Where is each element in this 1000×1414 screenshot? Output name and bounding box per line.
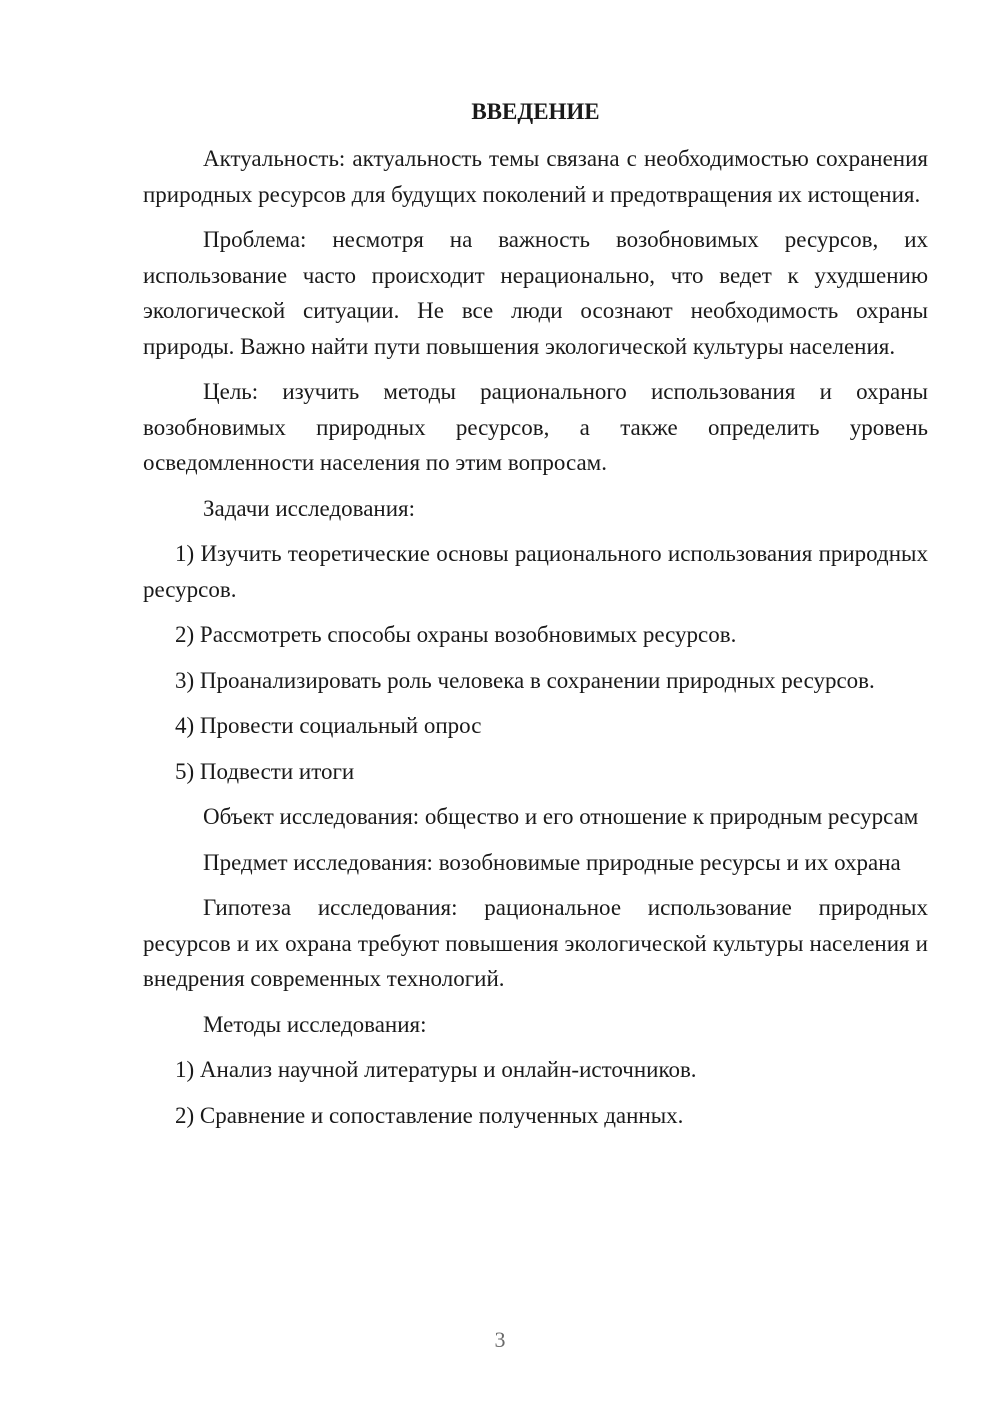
method-item: 1) Анализ научной литературы и онлайн-источников.	[175, 1057, 697, 1082]
methods-heading: Методы исследования:	[203, 1011, 427, 1037]
method-item: 2) Сравнение и сопоставление полученных данных.	[175, 1102, 684, 1128]
goal-paragraph: Цель: изучить методы рационального использования и охраны возобновимых природных ресурсов, а также определить уровень осведомленности населения по этим вопросам.	[143, 379, 928, 475]
tasks-heading: Задачи исследования:	[203, 495, 416, 521]
task-item: 5) Подвести итоги	[175, 758, 355, 784]
object-paragraph: Объект исследования: общество и его отношение к природным ресурсам	[203, 804, 919, 829]
page-title: ВВЕДЕНИЕ	[471, 99, 600, 124]
page-content	[143, 94, 928, 1143]
relevance-paragraph: Актуальность: актуальность темы связана с необходимостью сохранения природных ресурсов для будущих поколений и предотвращения их истощения.	[143, 146, 928, 207]
problem-paragraph: Проблема: несмотря на важность возобновимых ресурсов, их использование часто происходит нерационально, что ведет к ухудшению экологической ситуации. Не все люди осознают необходимость охраны природы. Важно найти пути повышения экологической культуры населения.	[143, 227, 928, 359]
task-item: 1) Изучить теоретические основы рационального использования природных ресурсов.	[143, 541, 928, 602]
hypothesis-paragraph: Гипотеза исследования: рациональное использование природных ресурсов и их охрана требуют повышения экологической культуры населения и внедрения современных технологий.	[143, 895, 928, 991]
subject-paragraph: Предмет исследования: возобновимые природные ресурсы и их охрана	[203, 849, 901, 875]
task-item: 2) Рассмотреть способы охраны возобновимых ресурсов.	[175, 622, 737, 647]
task-item: 3) Проанализировать роль человека в сохранении природных ресурсов.	[175, 667, 875, 693]
task-item: 4) Провести социальный опрос	[175, 713, 482, 738]
page-number: 3	[494, 1327, 506, 1352]
